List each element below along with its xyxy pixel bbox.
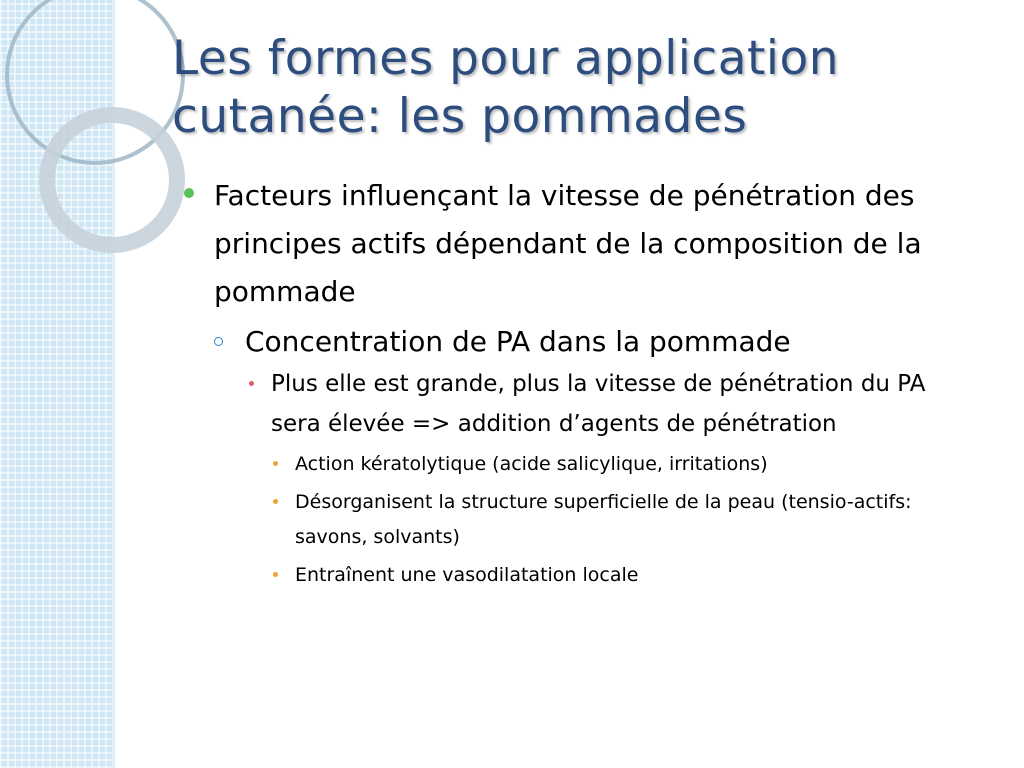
slide-title: Les formes pour application cutanée: les pommades	[172, 31, 840, 144]
bullet-dot-icon	[273, 461, 278, 466]
bullet-level1	[178, 172, 978, 316]
bullet-dot-icon	[184, 188, 194, 198]
bullet-level4	[271, 558, 978, 593]
bullet-level3-text: Plus elle est grande, plus la vitesse de pénétration du PA sera élevée => addition d’agents de pénétration	[271, 371, 926, 437]
bullet-level2	[214, 320, 978, 364]
bullet-level4-text: Désorganisent la structure superficielle de la peau (tensio-actifs: savons, solvants)	[295, 491, 912, 548]
bullet-level4-text: Action kératolytique (acide salicylique, irritations)	[295, 453, 768, 475]
bullet-dot-icon	[273, 572, 278, 577]
slide-content	[178, 172, 978, 593]
bullet-level4	[271, 485, 978, 555]
bullet-level1-text: Facteurs influençant la vitesse de pénétration des principes actifs dépendant de la composition de la pommade	[214, 179, 922, 308]
sidebar-pattern	[0, 0, 112, 768]
sidebar-edge	[112, 0, 115, 768]
bullet-ring-icon	[214, 337, 223, 346]
bullet-level4-text: Entraînent une vasodilatation locale	[295, 564, 639, 586]
bullet-dot-icon	[273, 499, 278, 504]
bullet-level2-text: Concentration de PA dans la pommade	[245, 325, 791, 358]
bullet-level3	[245, 364, 978, 444]
bullet-level4	[271, 447, 978, 482]
bullet-dot-icon	[249, 381, 254, 386]
